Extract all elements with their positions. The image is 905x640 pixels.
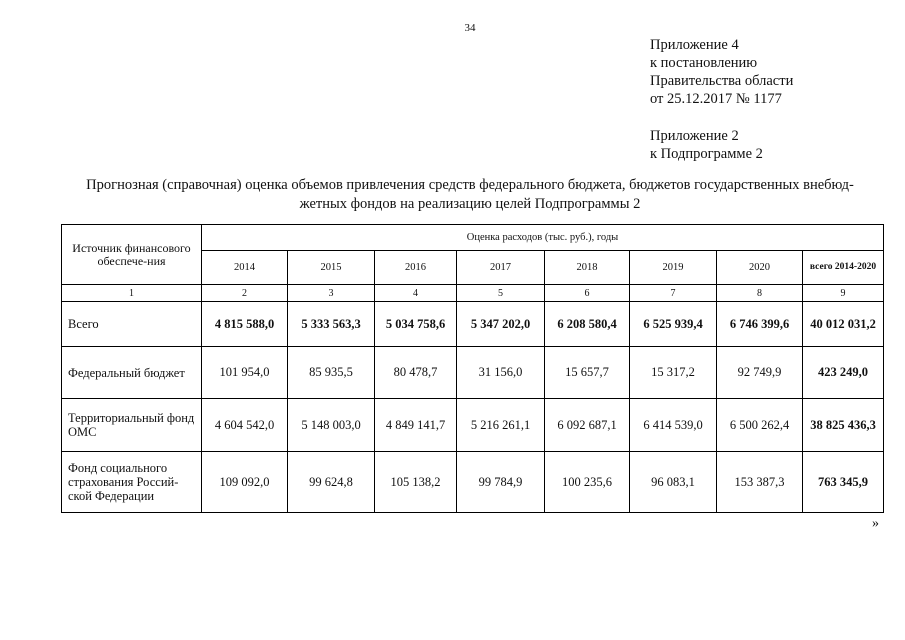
- row-label: Федеральный бюджет: [62, 347, 202, 399]
- table-row-social-insurance-fund: [62, 452, 884, 513]
- document-title: [40, 176, 900, 214]
- table-cell: 80 478,7: [375, 347, 457, 399]
- column-number: 9: [803, 285, 884, 302]
- table-cell: 5 148 003,0: [288, 399, 375, 452]
- appendix-2-line: к Подпрограмме 2: [650, 146, 763, 162]
- row-label: Всего: [62, 302, 202, 347]
- table-cell: 85 935,5: [288, 347, 375, 399]
- year-header: 2015: [288, 251, 375, 285]
- table-row-territorial-fund: [62, 399, 884, 452]
- row-label: Фонд социального страхования Россий-ской Федерации: [62, 452, 202, 513]
- table-cell: 15 657,7: [545, 347, 630, 399]
- year-header: 2014: [202, 251, 288, 285]
- table-cell: 5 347 202,0: [457, 302, 545, 347]
- table-cell: 101 954,0: [202, 347, 288, 399]
- table-cell: 100 235,6: [545, 452, 630, 513]
- column-number: 7: [630, 285, 717, 302]
- column-number: 8: [717, 285, 803, 302]
- table-cell: 6 414 539,0: [630, 399, 717, 452]
- appendix-4-line: к постановлению: [650, 55, 758, 71]
- closing-quote-mark: »: [872, 516, 879, 531]
- table-cell: 92 749,9: [717, 347, 803, 399]
- row-total-cell: 763 345,9: [803, 452, 884, 513]
- table-cell: 105 138,2: [375, 452, 457, 513]
- row-total-cell: 423 249,0: [803, 347, 884, 399]
- page-number: 34: [464, 22, 476, 34]
- year-header: 2017: [457, 251, 545, 285]
- table-cell: 4 604 542,0: [202, 399, 288, 452]
- column-number-row: [62, 285, 884, 302]
- appendix-4-line: от 25.12.2017 № 1177: [650, 91, 782, 107]
- table-row-total: [62, 302, 884, 347]
- expense-group-header: Оценка расходов (тыс. руб.), годы: [202, 225, 884, 251]
- appendix-4-block: [650, 36, 793, 108]
- table-cell: 5 216 261,1: [457, 399, 545, 452]
- total-column-header: всего 2014-2020: [803, 251, 884, 285]
- table-cell: 6 500 262,4: [717, 399, 803, 452]
- document-title-line-1: Прогнозная (справочная) оценка объемов привлечения средств федерального бюджета, бюджетов государственных внебюд-: [86, 177, 854, 193]
- column-number: 4: [375, 285, 457, 302]
- table-cell: 6 525 939,4: [630, 302, 717, 347]
- source-column-header: Источник финансового обеспече-ния: [62, 225, 202, 285]
- column-number: 3: [288, 285, 375, 302]
- table-cell: 6 092 687,1: [545, 399, 630, 452]
- table-cell: 6 208 580,4: [545, 302, 630, 347]
- table-cell: 31 156,0: [457, 347, 545, 399]
- appendix-2-block: [650, 127, 763, 163]
- table-cell: 109 092,0: [202, 452, 288, 513]
- year-header: 2018: [545, 251, 630, 285]
- column-number: 6: [545, 285, 630, 302]
- table-row-federal-budget: [62, 347, 884, 399]
- table-cell: 15 317,2: [630, 347, 717, 399]
- year-header: 2019: [630, 251, 717, 285]
- document-title-line-2: жетных фондов на реализацию целей Подпрограммы 2: [299, 196, 641, 212]
- table-cell: 4 815 588,0: [202, 302, 288, 347]
- appendix-2-line: Приложение 2: [650, 128, 739, 144]
- year-header: 2016: [375, 251, 457, 285]
- row-label: Территориальный фонд ОМС: [62, 399, 202, 452]
- row-total-cell: 38 825 436,3: [803, 399, 884, 452]
- table-cell: 4 849 141,7: [375, 399, 457, 452]
- appendix-4-line: Правительства области: [650, 73, 794, 89]
- appendix-4-line: Приложение 4: [650, 37, 739, 53]
- table-cell: 6 746 399,6: [717, 302, 803, 347]
- table-cell: 99 624,8: [288, 452, 375, 513]
- table-cell: 153 387,3: [717, 452, 803, 513]
- table-header-row: [62, 225, 884, 251]
- financing-table: [61, 224, 884, 513]
- table-cell: 99 784,9: [457, 452, 545, 513]
- column-number: 2: [202, 285, 288, 302]
- column-number: 1: [62, 285, 202, 302]
- row-total-cell: 40 012 031,2: [803, 302, 884, 347]
- column-number: 5: [457, 285, 545, 302]
- table-cell: 5 034 758,6: [375, 302, 457, 347]
- year-header: 2020: [717, 251, 803, 285]
- table-cell: 5 333 563,3: [288, 302, 375, 347]
- table-cell: 96 083,1: [630, 452, 717, 513]
